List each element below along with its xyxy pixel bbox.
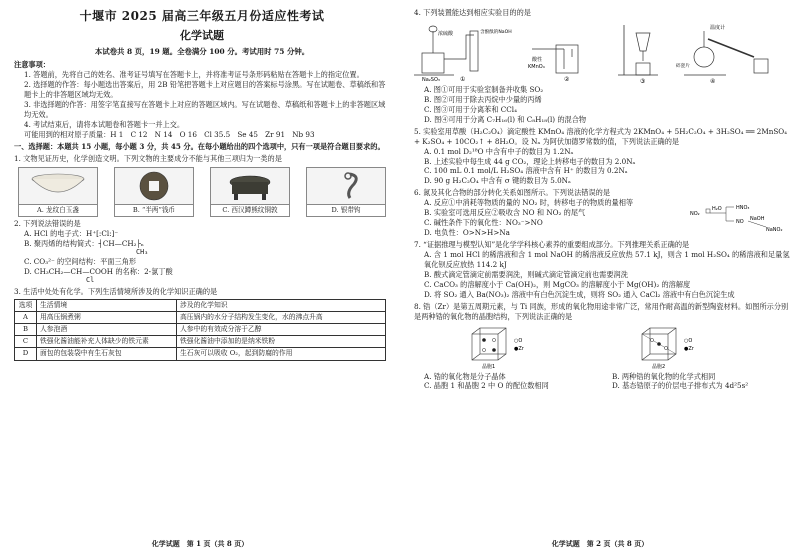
q7-option-b: B. 酸式滴定管滴定前需要润洗，则碱式滴定管滴定前也需要润洗 (424, 269, 628, 279)
page-footer-2: 化学试题 第 2 页（共 8 页） (551, 539, 649, 549)
q1-option-b: B. “半两”钱币 (114, 167, 194, 217)
q8-option-b: B. 两种锆的氧化物的化学式相同 (612, 371, 716, 381)
q4-option-b: B. 图②可用于除去丙烷中少量的丙烯 (424, 94, 542, 104)
q8-option-d: D. 基态锆原子的价层电子排布式为 4d²5s² (612, 381, 749, 391)
q2-d-substituent: Cl (86, 275, 95, 284)
q6-option-d: D. 电负性：O>N>H>Na (424, 228, 510, 238)
silver-hook-image (306, 167, 386, 205)
exam-subtitle: 化学试题 (180, 28, 224, 42)
note-3: 3. 非选择题的作答：用签字笔直接写在答题卡上对应的答题区域内。写在试题卷、草稿纸和答题卡上的非答题区域均无效。 (24, 99, 386, 119)
cell-1-label: 晶胞1 (482, 363, 496, 370)
question-7: 7. “证据推理与模型认知”是化学学科核心素养的重要组成部分。下列推理关系正确的是 (414, 240, 690, 249)
apparatus-label-1: ① (460, 75, 466, 83)
apparatus-4 (676, 24, 768, 83)
table-row: D 面包的包装袋中有生石灰包 生石灰可以吸收 O₂，起到防腐的作用 (15, 348, 386, 360)
q6-option-b: B. 实验室可选用反应②吸收含 NO 和 NO₂ 的尾气 (424, 208, 586, 218)
apparatus-text-naoh: 含酚酞的NaOH (480, 29, 512, 35)
question-2: 2. 下列说法错误的是 (14, 219, 81, 229)
note-1: 1. 答题前，先将自己的姓名、准考证号填写在答题卡上，并将准考证号条形码粘贴在答题卡上的指定位置。 (24, 69, 364, 79)
note-2: 2. 选择题的作答：每小题选出答案后，用 2B 铅笔把答题卡上对应题目的答案标号涂黑。写在试题卷、草稿纸和答题卡上的非答题区域均无效。 (24, 79, 386, 99)
question-1: 1. 文物见证历史，化学创造文明。下列文物的主要成分不能与其他三项归为一类的是 (14, 154, 282, 164)
q8-crystal-cells (414, 326, 790, 370)
legend-o-2: ○O (684, 337, 693, 344)
coin-image (114, 167, 194, 205)
right-page (400, 0, 800, 555)
table-row: B 人参泡酒 人参中的有效成分溶于乙醇 (15, 324, 386, 336)
question-5: 5. 实验室用草酸（H₂C₂O₄）滴定酸性 KMnO₄ 溶液的化学方程式为 2KMnO₄ + 5H₂C₂O₄ + 3H₂SO₄ ══ 2MnSO₄ + K₂SO₄ + 10CO₂↑ + 8H₂O。设 Nₐ 为阿伏加德罗常数的值，下列说法正确的是 (414, 126, 788, 146)
exam-info: 本试卷共 8 页，19 题。全卷满分 100 分。考试用时 75 分钟。 (94, 46, 310, 56)
q7-option-c: C. CaCO₃ 的溶解度小于 Ca(OH)₂，则 MgCO₃ 的溶解度小于 Mg(OH)₂ 的溶解度 (424, 279, 691, 289)
table-row: A 用高压锅煮粥 高压锅内的水分子结构发生变化，水的沸点升高 (15, 311, 386, 323)
q1-option-a: A. 龙纹白玉盏 (18, 167, 98, 217)
legend-zr-2: ●Zr (684, 345, 694, 352)
q4-apparatus (414, 21, 790, 83)
apparatus-text-conc-h2so4: 浓硫酸 (438, 30, 454, 37)
apparatus-label-4: ④ (710, 77, 716, 83)
note-4: 4. 考试结束后，请将本试题卷和答题卡一并上交。 (24, 119, 185, 129)
legend-o: ○O (514, 337, 523, 344)
unit-cell-2 (632, 326, 742, 370)
node-no2: NO₂ (690, 211, 700, 218)
atomic-mass: 可能用到的相对原子质量：H 1 C 12 N 14 O 16 Cl 35.5 Se 45 Zr 91 Nb 93 (24, 129, 315, 139)
q2-option-a: A. HCl 的电子式：H⁺[:Cl:]⁻ (24, 229, 119, 239)
apparatus-text-thermometer: 温度计 (710, 24, 726, 31)
q8-option-c: C. 晶胞 1 和晶胞 2 中 O 的配位数相同 (424, 381, 549, 391)
q5-option-a: A. 0.1 mol D₂¹⁸O 中含有中子的数目为 1.2Nₐ (424, 146, 574, 156)
cell-2-label: 晶胞2 (652, 363, 666, 370)
q2-option-b: B. 聚丙烯的结构简式：┤CH—CH₂├ₙ CH₃ (14, 239, 390, 257)
q3-table (14, 299, 386, 361)
q5-option-d: D. 90 g H₂C₂O₄ 中含有 σ 键的数目为 5.0Nₐ (424, 176, 571, 186)
apparatus-label-2: ② (564, 75, 570, 83)
section-1-heading: 一、选择题：本题共 15 小题，每小题 3 分，共 45 分。在每小题给出的四个选项中，只有一项是符合题目要求的。 (14, 142, 385, 152)
q6-block (414, 198, 790, 238)
unit-cell-1 (462, 326, 572, 370)
exam-title: 十堰市 2025 届高三年级五月份适应性考试 (79, 9, 325, 23)
legend-zr: ●Zr (514, 345, 524, 352)
q1-option-d: D. 银带钩 (306, 167, 386, 217)
apparatus-1 (414, 26, 512, 83)
q5-option-c: C. 100 mL 0.1 mol/L H₂SO₄ 溶液中含有 H⁺ 的数目为 0.2Nₐ (424, 166, 628, 176)
jade-bowl-image (18, 167, 98, 205)
notes-heading: 注意事项： (14, 59, 50, 69)
q8-option-a: A. 锆的氧化物是分子晶体 (424, 371, 506, 381)
q1-images (14, 167, 390, 217)
q4-option-c: C. 图③可用于分离苯和 CCl₄ (424, 104, 517, 114)
reagent-h2o: H₂O (712, 206, 722, 213)
q4-option-a: A. 图①可用于实验室制备并收集 SO₂ (424, 84, 544, 94)
q6-option-c: C. 碱性条件下的氧化性：NO₃⁻>NO (424, 218, 543, 228)
node-no: NO (736, 219, 744, 226)
apparatus-2 (528, 45, 578, 83)
q2-option-c: C. CO₃²⁻ 的空间结构：平面三角形 (24, 257, 137, 267)
node-hno3: HNO₃ (736, 205, 750, 212)
question-6: 6. 氮及其化合物的部分转化关系如图所示。下列说法错误的是 (414, 188, 611, 198)
polypropylene-structure: ┤CH—CH₂├ₙ (98, 239, 144, 249)
q8-options (414, 372, 790, 392)
apparatus-label-3: ③ (640, 77, 646, 83)
question-3: 3. 生活中处处有化学。下列生活情境所涉及的化学知识正确的是 (14, 286, 218, 296)
reagent-naoh: NaOH (750, 216, 765, 223)
bronze-vessel-image (210, 167, 290, 205)
q4-option-d: D. 图④可用于分离 C₇H₁₆(l) 和 C₈H₁₈(l) 的混合物 (424, 114, 587, 124)
table-header-row: 选项 生活情境 涉及的化学知识 (15, 299, 386, 311)
node-nano2: NaNO₂ (766, 227, 783, 234)
apparatus-text-kmno4: 酸性 (532, 56, 543, 63)
page-footer-1: 化学试题 第 1 页（共 8 页） (151, 539, 249, 549)
polypropylene-substituent: CH₃ (136, 248, 149, 257)
q6-option-a: A. 反应①中消耗等物质的量的 NO₂ 时，转移电子的物质的量相等 (424, 198, 634, 208)
table-row: C 铁强化酱油能补充人体缺少的铁元素 铁强化酱油中添加的是纳米铁粉 (15, 336, 386, 348)
q5-option-b: B. 上述实验中每生成 44 g CO₂，理论上转移电子的数目为 2.0Nₐ (424, 156, 636, 166)
apparatus-diagram (414, 21, 790, 83)
apparatus-text-chips: 碎瓷片 (676, 63, 690, 69)
apparatus-text-na2so3: Na₂SO₃ (422, 76, 440, 83)
nitrogen-conversion-diagram (690, 201, 790, 235)
q2-option-d: D. CH₃CH₂—CH—COOH 的名称：2-氯丁酸 (24, 266, 173, 276)
apparatus-3 (618, 25, 658, 83)
question-8: 8. 锆（Zr）是第五周期元素，与 Ti 同族，形成的氧化物用途非常广泛，常用作耐高温的新型陶瓷材料。如图所示分别是两种锆的氧化物的晶胞结构，下列说法正确的是 (414, 301, 789, 321)
q7-option-d: D. 将 SO₂ 通入 Ba(NO₃)₂ 溶液中有白色沉淀生成，则将 SO₂ 通入 CaCl₂ 溶液中有白色沉淀生成 (424, 289, 735, 299)
question-4: 4. 下列装置能达到相应实验目的的是 (414, 8, 531, 17)
q7-option-a: A. 含 1 mol HCl 的稀溶液和含 1 mol NaOH 的稀溶液反应放热 57.1 kJ，则含 1 mol H₂SO₄ 的稀溶液和足量氢氧化钡反应放热 114.2 kJ (424, 249, 790, 269)
q1-option-c: C. 西汉蹲熊纹铜敦 (210, 167, 290, 217)
svg-text:KMnO₄: KMnO₄ (528, 63, 545, 70)
